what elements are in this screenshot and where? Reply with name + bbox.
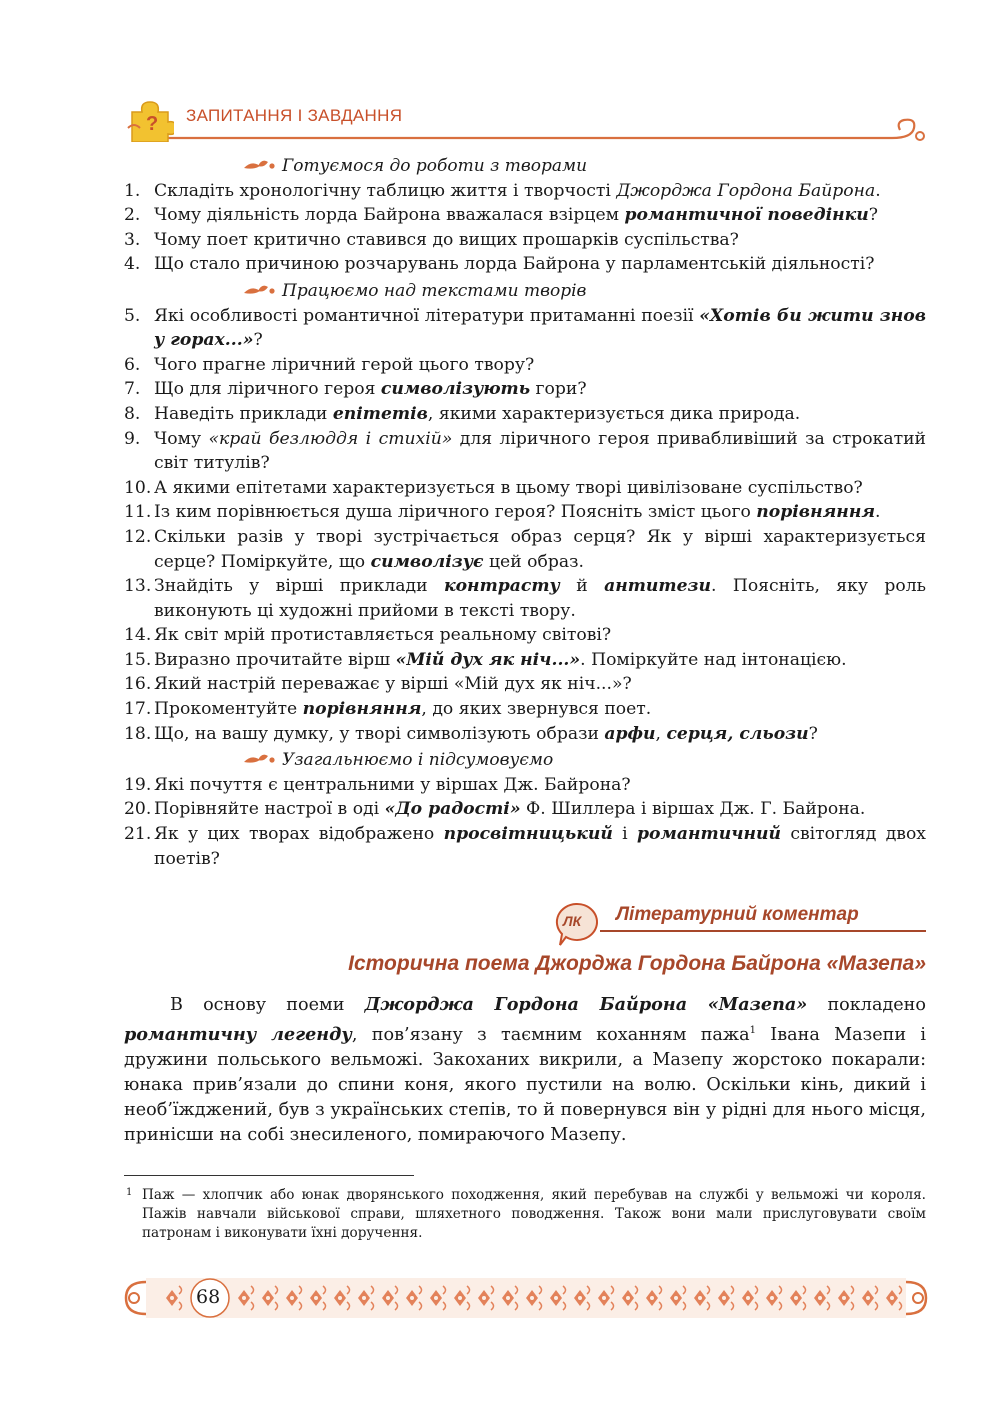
question-text: [154, 228, 926, 253]
svg-text:?: ?: [146, 113, 159, 135]
ornament-band: [122, 1272, 930, 1324]
text-run: , пов’язану з таємним коханням пажа: [351, 1024, 750, 1045]
section-heading-text: Готуємося до роботи з творами: [282, 156, 588, 176]
leaf-bullet-icon: [242, 158, 276, 172]
text-run: «край безлюддя і стихій»: [208, 428, 453, 449]
text-run: серця, сльози: [666, 723, 809, 744]
question-text: [154, 476, 926, 501]
question-item: [124, 525, 926, 574]
text-run: Що стало причиною розчарувань лорда Байрона у парламентській діяльності?: [154, 254, 875, 275]
question-item: [124, 722, 926, 747]
question-item: [124, 476, 926, 501]
section-heading: [242, 748, 926, 773]
question-number: 13.: [124, 576, 152, 597]
question-number: 14.: [124, 625, 152, 646]
section-heading-text: Узагальнюємо і підсумовуємо: [282, 750, 554, 771]
text-run: «Хотів би жити знов у горах...»: [154, 305, 926, 351]
question-text: [154, 697, 926, 722]
question-number: 1.: [124, 180, 141, 201]
text-run: «Мій дух як ніч...»: [395, 649, 581, 670]
text-run: ?: [868, 205, 878, 226]
text-run: Скільки разів у творі зустрічається образ серця? Як у вірші характеризується серце? Поміркуйте, що: [154, 526, 926, 572]
text-run: і: [612, 824, 638, 845]
text-run: Який настрій переважає у вірші «Мій дух як ніч...»?: [154, 674, 632, 695]
text-run: символізує: [370, 551, 484, 572]
text-run: Із ким порівнюється душа ліричного героя? Поясніть зміст цього: [154, 502, 757, 523]
question-text: [154, 179, 926, 204]
question-number: 6.: [124, 354, 141, 375]
question-number: 5.: [124, 305, 141, 326]
text-run: «До радості»: [384, 799, 521, 820]
text-run: А якими епітетами характеризується в цьому творі цивілізоване суспільство?: [154, 477, 863, 498]
text-run: . Поміркуйте над інтонацією.: [580, 649, 847, 670]
question-item: [124, 427, 926, 476]
question-number: 15.: [124, 649, 152, 670]
puzzle-question-icon: [126, 98, 174, 142]
text-run: Як у цих творах відображено: [154, 824, 444, 845]
text-run: Наведіть приклади: [154, 403, 333, 424]
text-run: , до яких звернувся поет.: [421, 699, 652, 720]
lk-underline: [600, 930, 926, 932]
question-number: 17.: [124, 699, 152, 720]
question-number: 16.: [124, 674, 152, 695]
question-text: [154, 353, 926, 378]
question-item: [124, 353, 926, 378]
text-run: ,: [655, 723, 667, 744]
question-number: 9.: [124, 428, 141, 449]
text-run: Чому поет критично ставився до вищих прошарків суспільства?: [154, 229, 739, 250]
section-heading-text: Працюємо над текстами творів: [282, 280, 587, 301]
text-run: 1: [749, 1025, 756, 1036]
question-item: [124, 623, 926, 648]
question-item: [124, 500, 926, 525]
section-header: [122, 96, 928, 152]
question-item: [124, 377, 926, 402]
question-number: 21.: [124, 824, 152, 845]
question-number: 18.: [124, 723, 152, 744]
footnote-mark: 1: [126, 1187, 133, 1198]
question-text: [154, 500, 926, 525]
leaf-bullet-icon: [242, 283, 276, 297]
text-run: Що, на вашу думку, у творі символізують образи: [154, 723, 605, 744]
question-text: [154, 427, 926, 476]
question-text: [154, 525, 926, 574]
footnote-text: Паж — хлопчик або юнак дворянського походження, який перебував на службі у вельможі чи короля. Пажів навчали військової справи, шляхетного поводження. Також вони мали прислуговувати своїм патронам і виконувати їхні доручення.: [142, 1187, 926, 1241]
question-item: [124, 773, 926, 798]
text-run: романтичний: [637, 824, 782, 845]
question-text: [154, 402, 926, 427]
question-text: [154, 672, 926, 697]
question-item: [124, 252, 926, 277]
text-run: Чому діяльність лорда Байрона вважалася взірцем: [154, 205, 625, 226]
text-run: цей образ.: [483, 551, 584, 572]
literary-commentary-heading: [552, 898, 926, 946]
question-text: [154, 574, 926, 623]
text-run: антитези: [604, 576, 711, 597]
question-item: [124, 672, 926, 697]
question-item: [124, 574, 926, 623]
body-paragraph: [124, 992, 926, 1148]
text-run: .: [875, 180, 881, 201]
question-number: 2.: [124, 205, 141, 226]
question-text: [154, 722, 926, 747]
question-text: [154, 377, 926, 402]
question-text: [154, 623, 926, 648]
question-item: [124, 797, 926, 822]
text-run: світогляд двох поетів?: [154, 824, 926, 869]
text-run: контрасту: [443, 576, 560, 597]
text-run: Порівняйте настрої в оді: [154, 799, 385, 820]
question-number: 3.: [124, 229, 141, 250]
text-run: Які почуття є центральними у віршах Дж. Байрона?: [154, 774, 631, 795]
section-heading: [242, 154, 926, 179]
text-run: Івана Мазепи і дружини польського вельможі. Закоханих викрили, а Мазепу жорстоко покарали: юнака прив’язали до спини коня, якого пустили на волю. Оскільки кінь, дикий і необ’їжджений, був з українських степів, то й повернувся він у рідні для нього місця, принісши на собі знесиленого, помираючого Мазепу.: [124, 1024, 926, 1145]
question-text: [154, 203, 926, 228]
text-run: . Поясніть, яку роль виконують ці художні прийоми в тексті твору.: [154, 576, 926, 621]
text-run: Які особливості романтичної літератури притаманні поезії: [154, 305, 700, 326]
question-item: [124, 822, 926, 871]
question-text: [154, 797, 926, 822]
text-run: романтичної поведінки: [624, 205, 869, 226]
question-item: [124, 179, 926, 204]
text-run: Прокоментуйте: [154, 699, 303, 720]
question-item: [124, 228, 926, 253]
text-run: В основу поеми: [170, 995, 365, 1015]
text-run: гори?: [530, 379, 587, 400]
question-item: [124, 648, 926, 673]
lk-badge-label: ЛК: [563, 913, 582, 929]
text-run: Як світ мрій протиставляється реальному світові?: [154, 625, 612, 646]
text-run: Що для ліричного героя: [154, 379, 381, 400]
question-number: 8.: [124, 403, 141, 424]
text-run: для ліричного героя привабливіший за строкатий світ титулів?: [154, 428, 926, 474]
text-run: Чого прагне ліричний герой цього твору?: [154, 354, 535, 375]
text-run: Знайдіть у вірші приклади: [154, 576, 444, 597]
page-number: 68: [196, 1286, 221, 1308]
question-number: 19.: [124, 774, 152, 795]
question-text: [154, 822, 926, 871]
question-text: [154, 304, 926, 353]
text-run: Виразно прочитайте вірш: [154, 649, 396, 670]
section-heading: [242, 279, 926, 304]
header-title: ЗАПИТАННЯ І ЗАВДАННЯ: [186, 106, 403, 125]
footer-ornament: [122, 1272, 930, 1324]
text-run: арфи: [604, 723, 656, 744]
text-run: просвітницький: [443, 824, 613, 845]
question-number: 12.: [124, 526, 152, 547]
text-run: Джорджа Гордона Байрона «Мазепа»: [364, 994, 808, 1015]
question-item: [124, 203, 926, 228]
text-run: .: [875, 502, 881, 523]
footnote: [124, 1186, 926, 1243]
text-run: романтичну легенду: [124, 1023, 352, 1045]
text-run: покладено: [807, 995, 927, 1015]
question-item: [124, 402, 926, 427]
lk-title: Літературний коментар: [616, 904, 859, 925]
text-run: ?: [253, 330, 263, 351]
text-run: порівняння: [302, 699, 422, 720]
questions-list: [124, 152, 926, 871]
question-item: [124, 304, 926, 353]
text-run: ?: [808, 723, 818, 744]
text-run: епітетів: [332, 403, 428, 424]
question-number: 4.: [124, 254, 141, 275]
text-run: Ф. Шиллера і віршах Дж. Г. Байрона.: [520, 799, 866, 820]
question-number: 11.: [124, 502, 152, 523]
leaf-bullet-icon: [242, 752, 276, 766]
text-run: Джорджа Гордона Байрона: [616, 180, 876, 201]
footnote-divider: [124, 1175, 414, 1176]
text-run: порівняння: [756, 502, 876, 523]
text-run: , якими характеризується дика природа.: [427, 403, 801, 424]
text-run: Чому: [154, 428, 209, 449]
text-run: символізують: [380, 379, 531, 400]
question-number: 7.: [124, 379, 141, 400]
text-run: й: [559, 576, 605, 597]
question-text: [154, 252, 926, 277]
question-text: [154, 648, 926, 673]
question-number: 10.: [124, 477, 152, 498]
poem-title: Історична поема Джорджа Гордона Байрона «Мазепа»: [348, 952, 926, 975]
question-item: [124, 697, 926, 722]
question-text: [154, 773, 926, 798]
question-number: 20.: [124, 799, 152, 820]
text-run: Складіть хронологічну таблицю життя і творчості: [154, 180, 617, 201]
